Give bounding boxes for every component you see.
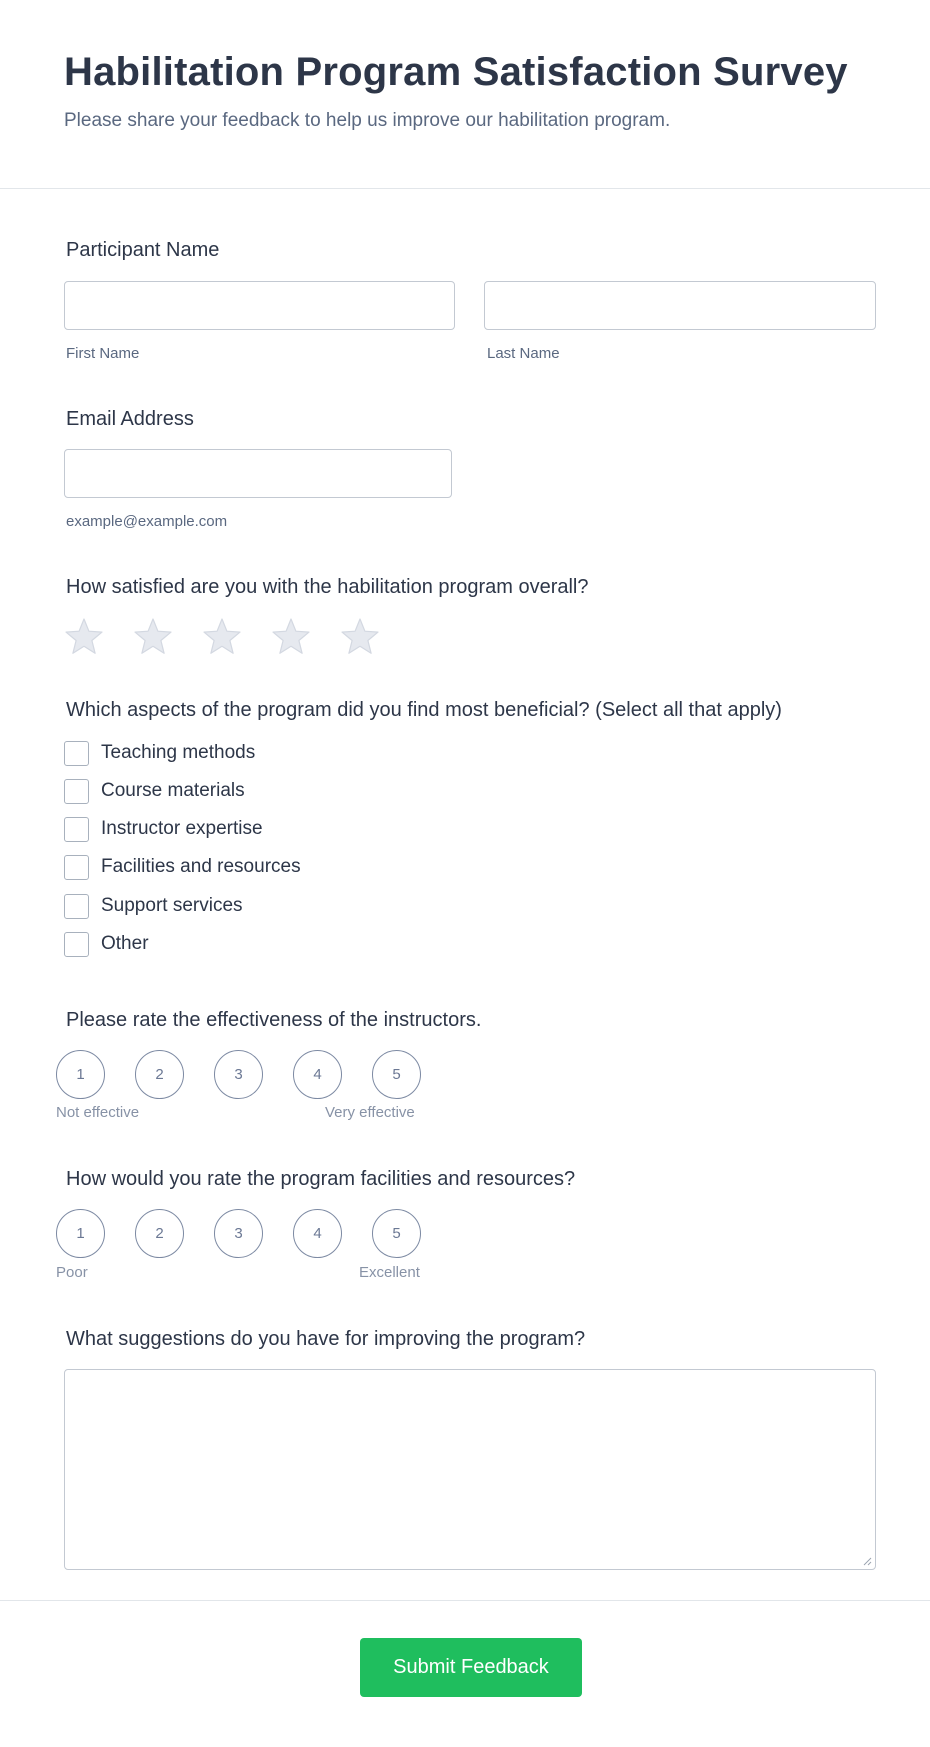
aspect-option-label[interactable]: Teaching methods [101, 742, 256, 763]
star-3-icon[interactable] [202, 617, 242, 657]
instructors-scale-option-2[interactable]: 2 [135, 1050, 184, 1099]
form-header [0, 0, 930, 189]
star-4-icon[interactable] [271, 617, 311, 657]
satisfaction-question: How satisfied are you with the habilitation program overall? [66, 576, 589, 598]
participant-name-label: Participant Name [66, 239, 220, 261]
star-5-icon[interactable] [340, 617, 380, 657]
star-2-icon[interactable] [133, 617, 173, 657]
last-name-input[interactable] [484, 281, 876, 330]
email-input[interactable] [64, 449, 452, 498]
footer-divider [0, 1600, 930, 1601]
aspect-checkbox[interactable] [64, 779, 89, 804]
instructors-scale-option-4[interactable]: 4 [293, 1050, 342, 1099]
first-name-input[interactable] [64, 281, 455, 330]
aspect-checkbox[interactable] [64, 855, 89, 880]
instructors-max-caption: Very effective [325, 1104, 415, 1121]
aspect-option-label[interactable]: Course materials [101, 780, 245, 801]
aspect-option-label[interactable]: Facilities and resources [101, 856, 301, 877]
email-label: Email Address [66, 408, 194, 430]
facilities-scale-option-1[interactable]: 1 [56, 1209, 105, 1258]
submit-button[interactable]: Submit Feedback [360, 1638, 582, 1697]
suggestions-question: What suggestions do you have for improving the program? [66, 1328, 586, 1350]
aspect-checkbox[interactable] [64, 932, 89, 957]
facilities-min-caption: Poor [56, 1264, 88, 1281]
facilities-question: How would you rate the program facilities and resources? [66, 1168, 576, 1190]
aspect-checkbox[interactable] [64, 817, 89, 842]
aspect-option-label[interactable]: Instructor expertise [101, 818, 263, 839]
last-name-caption: Last Name [487, 345, 560, 362]
facilities-scale-option-3[interactable]: 3 [214, 1209, 263, 1258]
instructors-min-caption: Not effective [56, 1104, 140, 1121]
suggestions-textarea[interactable] [64, 1369, 876, 1570]
facilities-scale-option-2[interactable]: 2 [135, 1209, 184, 1258]
facilities-max-caption: Excellent [359, 1264, 420, 1281]
aspects-question: Which aspects of the program did you find most beneficial? (Select all that apply) [66, 699, 782, 721]
aspect-option-label[interactable]: Other [101, 933, 149, 954]
aspect-option-label[interactable]: Support services [101, 895, 243, 916]
instructors-scale-option-3[interactable]: 3 [214, 1050, 263, 1099]
aspect-checkbox[interactable] [64, 741, 89, 766]
instructors-scale-option-1[interactable]: 1 [56, 1050, 105, 1099]
star-1-icon[interactable] [64, 617, 104, 657]
aspect-checkbox[interactable] [64, 894, 89, 919]
facilities-scale-option-4[interactable]: 4 [293, 1209, 342, 1258]
instructors-scale-option-5[interactable]: 5 [372, 1050, 421, 1099]
facilities-scale-option-5[interactable]: 5 [372, 1209, 421, 1258]
resize-grip-icon[interactable] [862, 1556, 872, 1566]
first-name-caption: First Name [66, 345, 140, 362]
page-subtitle: Please share your feedback to help us improve our habilitation program. [64, 110, 671, 131]
instructors-question: Please rate the effectiveness of the instructors. [66, 1009, 482, 1031]
email-caption: example@example.com [66, 513, 228, 530]
page-title: Habilitation Program Satisfaction Survey [64, 50, 848, 94]
